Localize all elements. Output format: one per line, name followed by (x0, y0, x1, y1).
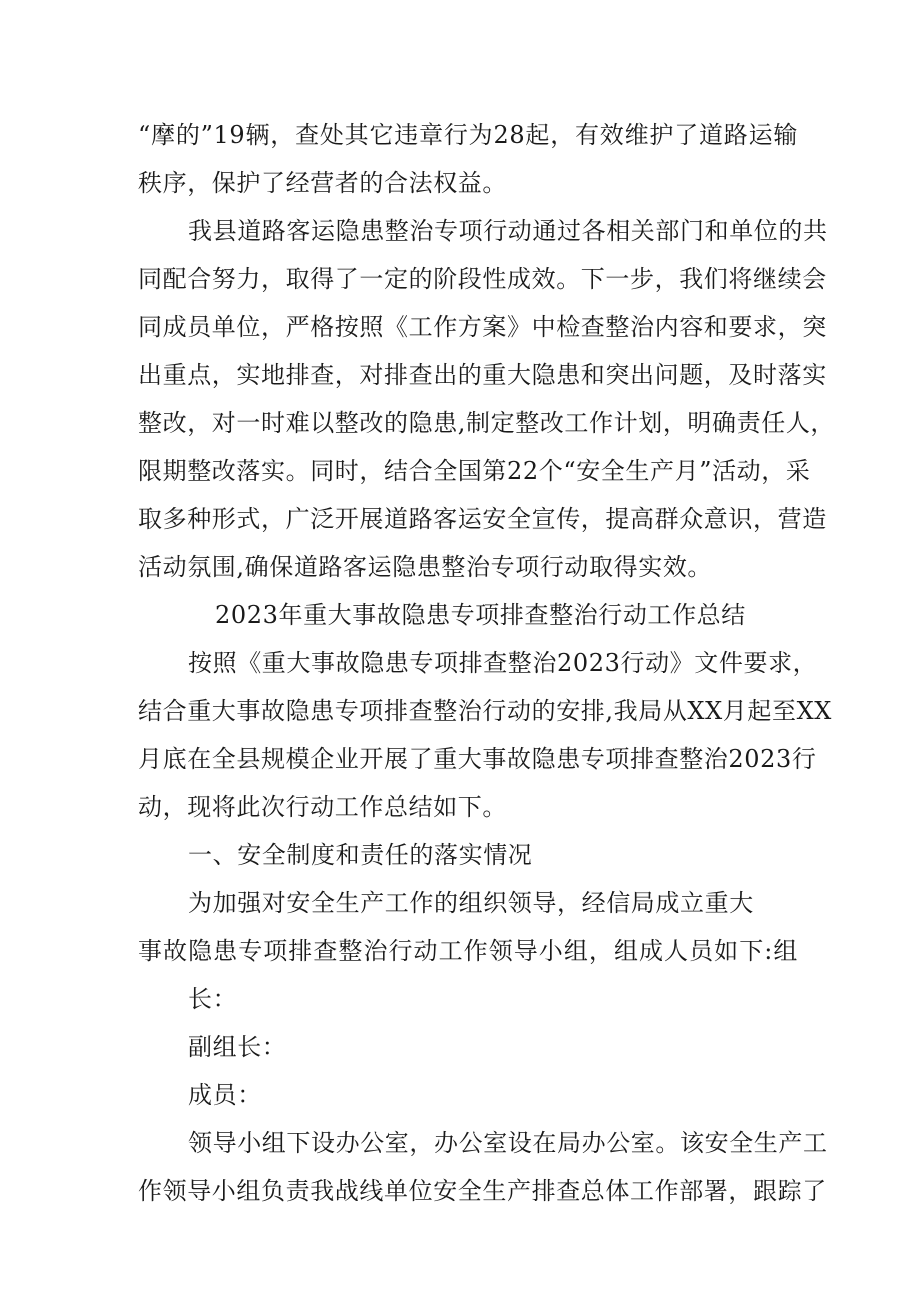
paragraph-2-line-6: 限期整改落实。同时，结合全国第22个“安全生产月”活动，采 (138, 457, 811, 485)
paragraph-1-line-1: “摩的”19辆，查处其它违章行为28起，有效维护了道路运输 (138, 121, 798, 149)
paragraph-2-line-8: 活动氛围,确保道路客运隐患整治专项行动取得实效。 (138, 553, 713, 581)
paragraph-2-line-3: 同成员单位，严格按照《工作方案》中检查整治内容和要求，突 (138, 313, 827, 341)
members-label: 成员： (188, 1081, 262, 1109)
paragraph-3-line-3: 月底在全县规模企业开展了重大事故隐患专项排查整治2023行 (138, 745, 817, 773)
paragraph-3-line-4: 动，现将此次行动工作总结如下。 (138, 793, 507, 821)
paragraph-1-line-2: 秩序，保护了经营者的合法权益。 (138, 169, 507, 197)
leader-label: 长： (188, 985, 238, 1013)
paragraph-2-line-2: 同配合努力，取得了一定的阶段性成效。下一步，我们将继续会 (138, 265, 827, 293)
paragraph-4-line-1: 为加强对安全生产工作的组织领导，经信局成立重大 (188, 889, 754, 917)
section-1-heading: 一、安全制度和责任的落实情况 (188, 841, 533, 869)
paragraph-5-line-1: 领导小组下设办公室，办公室设在局办公室。该安全生产工 (188, 1129, 828, 1157)
paragraph-5-line-2: 作领导小组负责我战线单位安全生产排查总体工作部署，跟踪了 (138, 1177, 827, 1205)
paragraph-2-line-1: 我县道路客运隐患整治专项行动通过各相关部门和单位的共 (188, 217, 828, 245)
paragraph-2-line-4: 出重点，实地排查，对排查出的重大隐患和突出问题，及时落实 (138, 361, 827, 389)
deputy-leader-label: 副组长： (188, 1033, 287, 1061)
paragraph-3-line-2: 结合重大事故隐患专项排查整治行动的安排,我局从XX月起至XX (138, 697, 832, 725)
paragraph-4-line-2: 事故隐患专项排查整治行动工作领导小组，组成人员如下:组 (138, 937, 798, 965)
paragraph-2-line-5: 整改，对一时难以整改的隐患,制定整改工作计划，明确责任人， (138, 409, 836, 437)
paragraph-3-line-1: 按照《重大事故隐患专项排查整治2023行动》文件要求， (188, 649, 818, 677)
document-title: 2023年重大事故隐患专项排查整治行动工作总结 (215, 601, 746, 629)
paragraph-2-line-7: 取多种形式，广泛开展道路客运安全宣传，提高群众意识，营造 (138, 505, 827, 533)
